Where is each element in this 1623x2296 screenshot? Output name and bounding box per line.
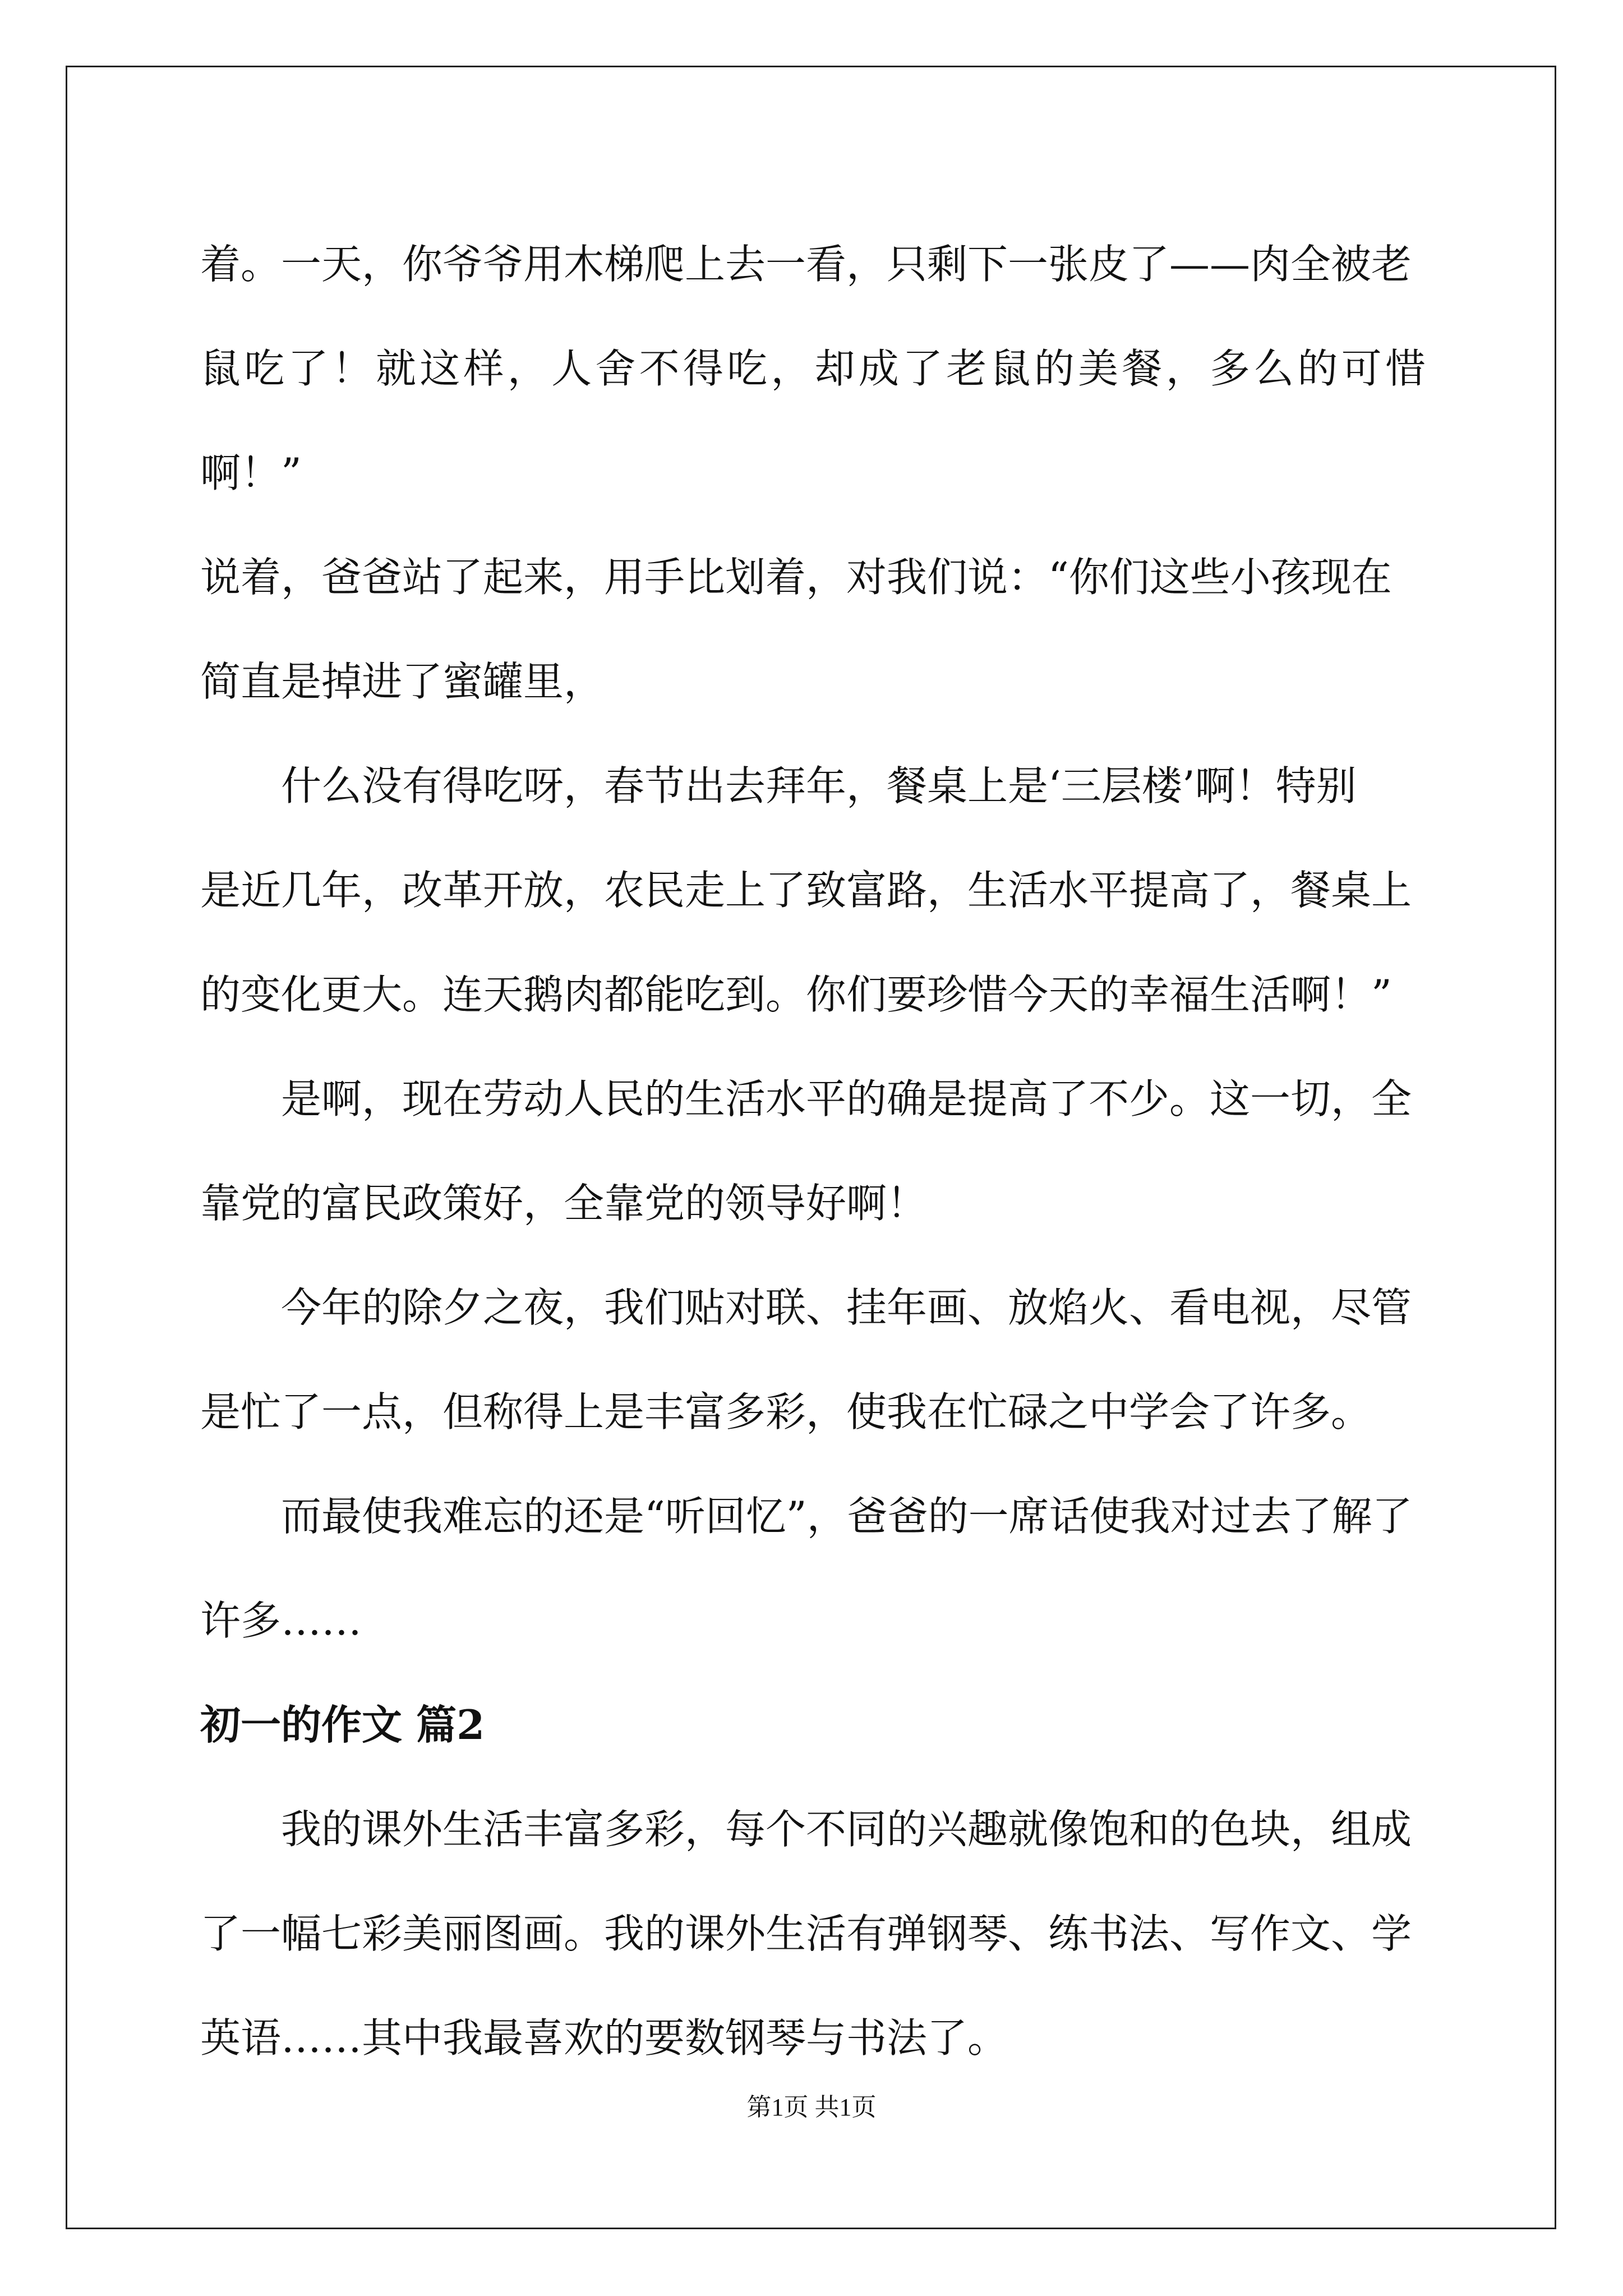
- text-line: 是近几年，改革开放，农民走上了致富路，生活水平提高了，餐桌上: [200, 867, 1412, 914]
- text-line: 着。一天，你爷爷用木梯爬上去一看，只剩下一张皮了——肉全被老: [200, 241, 1412, 288]
- text-line: 什么没有得吃呀，春节出去拜年，餐桌上是‘三层楼’啊！特别: [281, 762, 1357, 809]
- text-line: 英语……其中我最喜欢的要数钢琴与书法了。: [200, 2014, 1008, 2062]
- paragraph-2: [200, 734, 1426, 1047]
- text-line: 的变化更大。连天鹅肉都能吃到。你们要珍惜今天的幸福生活啊！”: [200, 971, 1392, 1018]
- document-body: [200, 212, 1426, 2090]
- text-line: 而最使我难忘的还是“听回忆”，爸爸的一席话使我对过去了解了: [281, 1493, 1413, 1540]
- page-footer: 第1页 共1页: [746, 2093, 877, 2121]
- text-line: 是忙了一点，但称得上是丰富多彩，使我在忙碌之中学会了许多。: [200, 1388, 1372, 1435]
- text-line: 了一幅七彩美丽图画。我的课外生活有弹钢琴、练书法、写作文、学: [200, 1910, 1412, 1957]
- text-line: 今年的除夕之夜，我们贴对联、挂年画、放焰火、看电视，尽管: [281, 1284, 1412, 1331]
- paragraph-1: [200, 212, 1426, 734]
- text-line: 是啊，现在劳动人民的生活水平的确是提高了不少。这一切，全: [281, 1075, 1412, 1122]
- text-line: 鼠吃了！就这样，人舍不得吃，却成了老鼠的美餐，多么的可惜啊！”: [200, 345, 1426, 496]
- paragraph-3: [200, 1047, 1426, 1255]
- text-line: 许多……: [200, 1597, 362, 1644]
- text-line: 简直是掉进了蜜罐里，: [200, 658, 605, 705]
- paragraph-6: [200, 1777, 1426, 2090]
- text-line: 我的课外生活丰富多彩，每个不同的兴趣就像饱和的色块，组成: [281, 1806, 1412, 1853]
- section-heading: 初一的作文 篇2: [200, 1701, 485, 1749]
- text-line: 说着，爸爸站了起来，用手比划着，对我们说：“你们这些小孩现在: [200, 554, 1392, 601]
- paragraph-5: [200, 1464, 1426, 1673]
- paragraph-4: [200, 1255, 1426, 1464]
- text-line: 靠党的富民政策好，全靠党的领导好啊！: [200, 1180, 928, 1227]
